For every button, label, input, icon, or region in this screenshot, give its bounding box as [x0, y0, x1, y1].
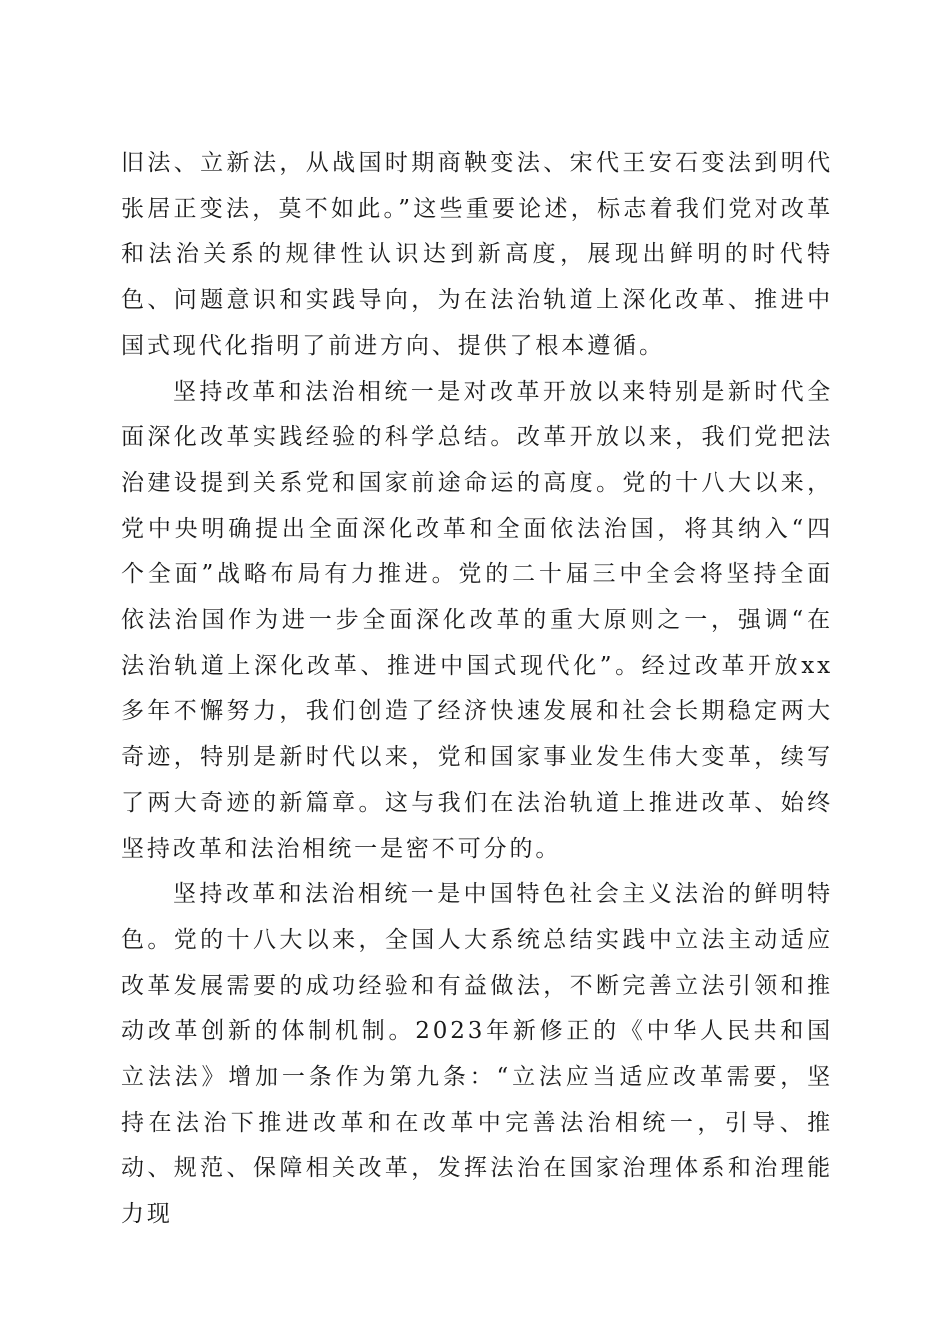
paragraph-3: 坚持改革和法治相统一是中国特色社会主义法治的鲜明特色。党的十八大以来，全国人大系统总结实践中立法主动适应改革发展需要的成功经验和有益做法，不断完善立法引领和推动改革创新的体制机制。2023年新修正的《中华人民共和国立法法》增加一条作为第九条：“立法应当适应改革需要，坚持在法治下推进改革和在改革中完善法治相统一，引导、推动、规范、保障相关改革，发挥法治在国家治理体系和治理能力现 — [121, 881, 833, 1228]
paragraph-2: 坚持改革和法治相统一是对改革开放以来特别是新时代全面深化改革实践经验的科学总结。改革开放以来，我们党把法治建设提到关系党和国家前途命运的高度。党的十八大以来，党中央明确提出全面深化改革和全面依法治国，将其纳入“四个全面”战略布局有力推进。党的二十届三中全会将坚持全面依法治国作为进一步全面深化改革的重大原则之一，强调“在法治轨道上深化改革、推进中国式现代化”。经过改革开放xx多年不懈努力，我们创造了经济快速发展和社会长期稳定两大奇迹，特别是新时代以来，党和国家事业发生伟大变革，续写了两大奇迹的新篇章。这与我们在法治轨道上推进改革、始终坚持改革和法治相统一是密不可分的。 — [121, 378, 833, 862]
paragraph-1: 旧法、立新法，从战国时期商鞅变法、宋代王安石变法到明代张居正变法，莫不如此。”这些重要论述，标志着我们党对改革和法治关系的规律性认识达到新高度，展现出鲜明的时代特色、问题意识和实践导向，为在法治轨道上深化改革、推进中国式现代化指明了前进方向、提供了根本遵循。 — [121, 150, 833, 359]
body-text — [121, 141, 833, 1238]
